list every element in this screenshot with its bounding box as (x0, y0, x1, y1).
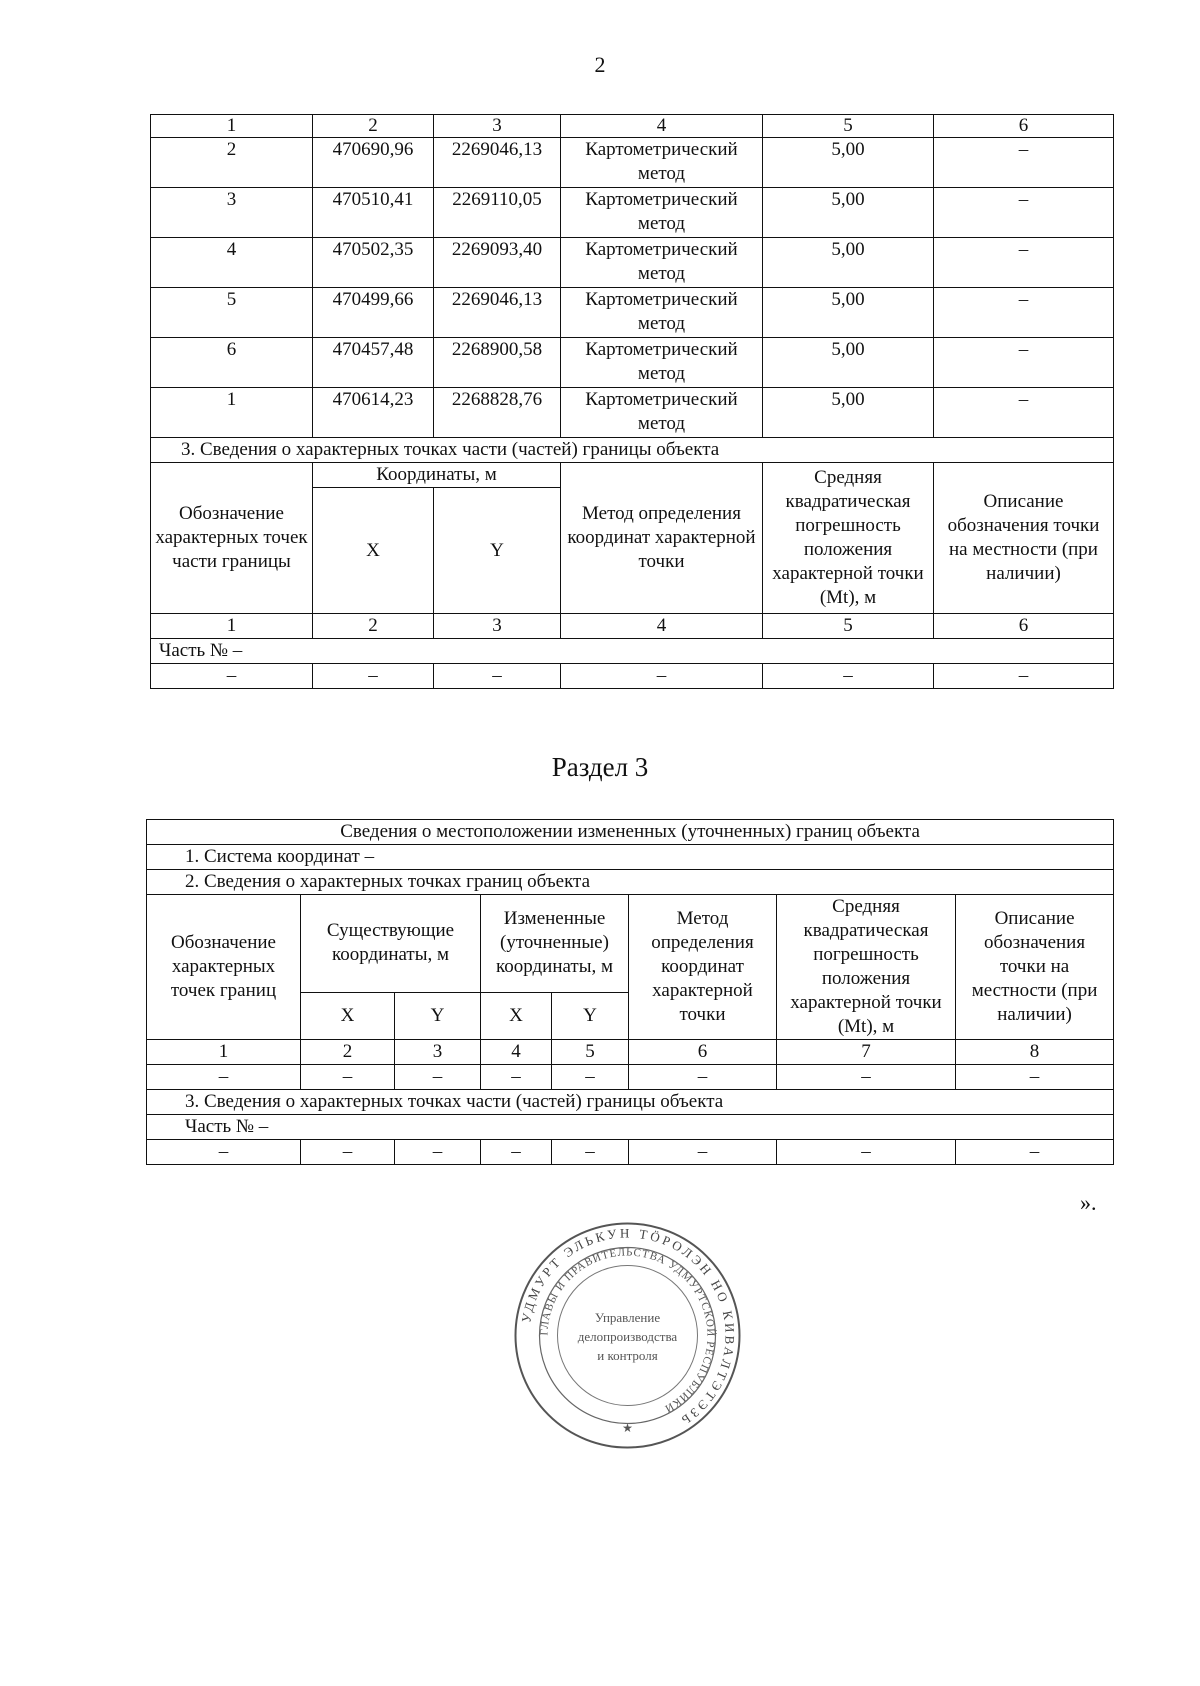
table-row (151, 288, 1114, 338)
header-designation: Обозначение характерных точек границ (147, 895, 301, 1040)
point-number: 4 (151, 238, 313, 288)
subsection-title: 3. Сведения о характерных точках части (частей) границы объекта (151, 438, 1114, 463)
star-icon: ★ (622, 1421, 633, 1435)
method: Картометрический метод (561, 238, 763, 288)
header-method: Метод определения координат характерной точки (561, 463, 763, 614)
description: – (934, 238, 1114, 288)
coord-system: 1. Система координат – (147, 845, 1114, 870)
header-description: Описание обозначения точки на местности (при наличии) (934, 463, 1114, 614)
coord-x: 470502,35 (313, 238, 434, 288)
changed-boundaries-table (146, 819, 1114, 1165)
part-label: Часть № – (151, 639, 1114, 664)
method: Картометрический метод (561, 288, 763, 338)
coord-x: 470499,66 (313, 288, 434, 338)
column-numbers-row: 1 2 3 4 5 6 7 8 (147, 1040, 1114, 1065)
table-title: Сведения о местоположении измененных (уточненных) границ объекта (147, 820, 1114, 845)
table-row (151, 188, 1114, 238)
mt-value: 5,00 (763, 138, 934, 188)
point-number: 2 (151, 138, 313, 188)
page-number: 2 (594, 52, 606, 77)
coord-x: 470510,41 (313, 188, 434, 238)
method: Картометрический метод (561, 338, 763, 388)
description: – (934, 138, 1114, 188)
header-y: Y (434, 488, 561, 614)
header-x-changed: X (481, 992, 552, 1039)
points-title: 2. Сведения о характерных точках границ объекта (147, 870, 1114, 895)
table-row (151, 138, 1114, 188)
header-y-changed: Y (552, 992, 629, 1039)
mt-value: 5,00 (763, 188, 934, 238)
header-mt: Средняя квадратическая погрешность положения характерной точки (Mt), м (763, 463, 934, 614)
coord-y: 2269110,05 (434, 188, 561, 238)
coord-y: 2268828,76 (434, 388, 561, 438)
header-x-existing: X (301, 992, 395, 1039)
header-row (147, 895, 1114, 993)
method: Картометрический метод (561, 138, 763, 188)
subsection-title-row (147, 1090, 1114, 1115)
method: Картометрический метод (561, 388, 763, 438)
coord-y: 2269093,40 (434, 238, 561, 288)
point-number: 5 (151, 288, 313, 338)
official-stamp (510, 1218, 745, 1453)
header-method: Метод определения координат характерной точки (629, 895, 777, 1040)
coord-y: 2269046,13 (434, 288, 561, 338)
column-numbers-row: 1 2 3 4 5 6 (151, 614, 1114, 639)
header-mt: Средняя квадратическая погрешность положения характерной точки (Mt), м (777, 895, 956, 1040)
header-existing: Существующие координаты, м (301, 895, 481, 993)
section-title: Раздел 3 (551, 752, 649, 782)
mt-value: 5,00 (763, 388, 934, 438)
stamp-center-line3: и контроля (597, 1348, 658, 1363)
subsection-title: 3. Сведения о характерных точках части (частей) границы объекта (147, 1090, 1114, 1115)
coord-y: 2269046,13 (434, 138, 561, 188)
coord-y: 2268900,58 (434, 338, 561, 388)
table-row (151, 238, 1114, 288)
header-row (151, 463, 1114, 488)
description: – (934, 338, 1114, 388)
header-designation: Обозначение характерных точек части границы (151, 463, 313, 614)
point-number: 1 (151, 388, 313, 438)
header-changed: Измененные (уточненные) координаты, м (481, 895, 629, 993)
method: Картометрический метод (561, 188, 763, 238)
stamp-center-line2: делопроизводства (577, 1329, 678, 1344)
part-row (147, 1115, 1114, 1140)
point-number: 3 (151, 188, 313, 238)
coord-x: 470690,96 (313, 138, 434, 188)
header-x: X (313, 488, 434, 614)
mt-value: 5,00 (763, 288, 934, 338)
table-row (151, 388, 1114, 438)
table-row (151, 338, 1114, 388)
points-title-row (147, 870, 1114, 895)
mt-value: 5,00 (763, 338, 934, 388)
mt-value: 5,00 (763, 238, 934, 288)
stamp-outer-arc: УДМУРТ ЭЛЬКУН ТÖРОЛЭН НО КИВАЛТЭТЭЗЬ (518, 1225, 738, 1430)
point-number: 6 (151, 338, 313, 388)
table-row: – – – – – – – – (147, 1065, 1114, 1090)
description: – (934, 388, 1114, 438)
stamp-inner-arc: ГЛАВЫ И ПРАВИТЕЛЬСТВА УДМУРТСКОЙ РЕСПУБЛИКИ (538, 1246, 717, 1415)
description: – (934, 188, 1114, 238)
column-numbers-row: 1 2 3 4 5 6 (151, 115, 1114, 138)
coord-x: 470614,23 (313, 388, 434, 438)
header-y-existing: Y (395, 992, 481, 1039)
subsection-title-row (151, 438, 1114, 463)
closing-quote: ». (1080, 1190, 1097, 1215)
part-row (151, 639, 1114, 664)
table-title-row (147, 820, 1114, 845)
points-table-continued (150, 114, 1114, 689)
stamp-center-line1: Управление (594, 1310, 661, 1325)
table-row: – – – – – – – – (147, 1140, 1114, 1165)
part-label: Часть № – (147, 1115, 1114, 1140)
header-description: Описание обозначения точки на местности (при наличии) (956, 895, 1114, 1040)
table-row: – – – – – – (151, 664, 1114, 689)
coord-x: 470457,48 (313, 338, 434, 388)
description: – (934, 288, 1114, 338)
coord-system-row (147, 845, 1114, 870)
header-coords: Координаты, м (313, 463, 561, 488)
